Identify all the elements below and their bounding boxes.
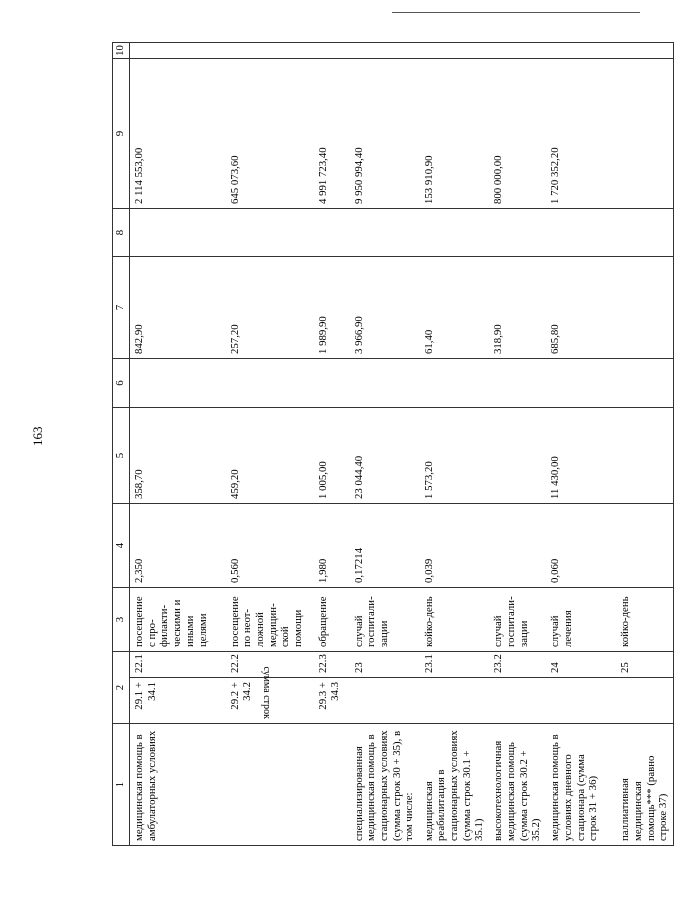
table-body bbox=[130, 43, 674, 846]
value-cell-c9: 9 950 994,40 bbox=[350, 59, 420, 209]
value-cell-c4: 0,17214 bbox=[350, 504, 420, 588]
value-cell-c4: 0,039 bbox=[420, 504, 490, 588]
value-cell-c10 bbox=[420, 43, 490, 59]
data-table bbox=[112, 42, 674, 846]
value-cell-c8 bbox=[130, 209, 226, 257]
value-cell-c10 bbox=[314, 43, 350, 59]
value-cell-c8 bbox=[226, 209, 314, 257]
value-cell-c7: 842,90 bbox=[130, 257, 226, 359]
value-cell-c7: 257,20 bbox=[226, 257, 314, 359]
value-cell-c5: 459,20 bbox=[226, 408, 314, 504]
value-cell-c8 bbox=[616, 209, 673, 257]
row-unit-cell: посещение с про-филакти-ческими и иными целями bbox=[130, 588, 226, 652]
top-rule bbox=[392, 12, 640, 13]
header-cell: 2 bbox=[113, 652, 130, 724]
row-line-number: 23 bbox=[350, 652, 420, 678]
value-cell-c9: 4 991 723,40 bbox=[314, 59, 350, 209]
row-name-cell: медицинская помощь в условиях дневного стационара (сумма строк 31 + 36) bbox=[546, 724, 616, 846]
value-cell-c5: 1 573,20 bbox=[420, 408, 490, 504]
row-formula-cell bbox=[226, 666, 314, 724]
row-formula-cell bbox=[130, 678, 226, 724]
value-cell-c4 bbox=[616, 504, 673, 588]
row-formula-cell bbox=[420, 678, 490, 724]
row-unit-cell: койко-день bbox=[420, 588, 490, 652]
row-unit-cell: посещение по неот-ложной медицин-ской помощи bbox=[226, 588, 314, 652]
value-cell-c7: 3 966,90 bbox=[350, 257, 420, 359]
value-cell-c9: 645 073,60 bbox=[226, 59, 314, 209]
page-number: 163 bbox=[30, 426, 45, 446]
row-line-number: 22.1 bbox=[130, 652, 226, 678]
value-cell-c8 bbox=[546, 209, 616, 257]
value-cell-c7 bbox=[616, 257, 673, 359]
value-cell-c8 bbox=[350, 209, 420, 257]
row-line-number: 22.2 bbox=[226, 652, 314, 678]
header-cell: 10 bbox=[113, 43, 130, 59]
row-name-cell: медицинская помощь в амбулаторных условиях bbox=[130, 724, 226, 846]
value-cell-c4: 0,560 bbox=[226, 504, 314, 588]
table-row bbox=[314, 43, 350, 846]
row-name-cell: паллиативная медицинская помощь*** (равно строке 37) bbox=[616, 724, 673, 846]
value-cell-c5: 358,70 bbox=[130, 408, 226, 504]
header-cell: 4 bbox=[113, 504, 130, 588]
table-row bbox=[420, 43, 490, 846]
row-formula-cell bbox=[350, 678, 420, 724]
table-row bbox=[130, 43, 226, 846]
header-cell: 6 bbox=[113, 359, 130, 408]
header-cell: 9 bbox=[113, 59, 130, 209]
row-line-number: 23.1 bbox=[420, 652, 490, 678]
header-cell: 7 bbox=[113, 257, 130, 359]
header-cell: 3 bbox=[113, 588, 130, 652]
value-cell-c10 bbox=[226, 43, 314, 59]
value-cell-c6 bbox=[616, 359, 673, 408]
value-cell-c9: 800 000,00 bbox=[489, 59, 546, 209]
row-line-number: 25 bbox=[616, 652, 673, 678]
row-formula-cell bbox=[489, 678, 546, 724]
table-row bbox=[350, 43, 420, 846]
value-cell-c10 bbox=[616, 43, 673, 59]
value-cell-c5: 11 430,00 bbox=[546, 408, 616, 504]
formula-group-note: сумма строк bbox=[260, 666, 272, 719]
value-cell-c6 bbox=[350, 359, 420, 408]
value-cell-c6 bbox=[314, 359, 350, 408]
value-cell-c9 bbox=[616, 59, 673, 209]
header-cell: 8 bbox=[113, 209, 130, 257]
table-row bbox=[616, 43, 673, 846]
value-cell-c5: 1 005,00 bbox=[314, 408, 350, 504]
row-formula: 29.3 + 34.3 bbox=[316, 682, 342, 710]
header-cell: 1 bbox=[113, 724, 130, 846]
value-cell-c8 bbox=[489, 209, 546, 257]
value-cell-c7: 318,90 bbox=[489, 257, 546, 359]
rotated-table-wrapper bbox=[112, 42, 670, 846]
table-row bbox=[226, 43, 314, 846]
value-cell-c6 bbox=[489, 359, 546, 408]
value-cell-c4: 0,060 bbox=[546, 504, 616, 588]
value-cell-c4 bbox=[489, 504, 546, 588]
value-cell-c6 bbox=[130, 359, 226, 408]
row-unit-cell: обращение bbox=[314, 588, 350, 652]
value-cell-c10 bbox=[489, 43, 546, 59]
row-name-cell bbox=[314, 724, 350, 846]
row-line-number: 24 bbox=[546, 652, 616, 678]
value-cell-c6 bbox=[226, 359, 314, 408]
value-cell-c5: 23 044,40 bbox=[350, 408, 420, 504]
value-cell-c7: 685,80 bbox=[546, 257, 616, 359]
value-cell-c8 bbox=[420, 209, 490, 257]
value-cell-c5 bbox=[616, 408, 673, 504]
row-name-cell: высокотехнологичная медицинская помощь (сумма строк 30.2 + 35.2) bbox=[489, 724, 546, 846]
row-formula-cell bbox=[546, 678, 616, 724]
row-line-number: 23.2 bbox=[489, 652, 546, 678]
header-row bbox=[113, 43, 130, 846]
value-cell-c10 bbox=[130, 43, 226, 59]
table-row bbox=[546, 43, 616, 846]
row-unit-cell: случай госпитали-зации bbox=[350, 588, 420, 652]
value-cell-c4: 2,350 bbox=[130, 504, 226, 588]
value-cell-c6 bbox=[420, 359, 490, 408]
row-formula-cell bbox=[616, 678, 673, 724]
value-cell-c8 bbox=[314, 209, 350, 257]
value-cell-c10 bbox=[350, 43, 420, 59]
value-cell-c7: 1 989,90 bbox=[314, 257, 350, 359]
row-unit-cell: койко-день bbox=[616, 588, 673, 652]
row-line-number: 22.3 bbox=[314, 652, 350, 678]
row-formula: 29.2 + 34.2 bbox=[228, 682, 254, 710]
row-formula: 29.1 + 34.1 bbox=[133, 682, 158, 710]
value-cell-c9: 2 114 553,00 bbox=[130, 59, 226, 209]
row-name-cell bbox=[226, 724, 314, 846]
value-cell-c4: 1,980 bbox=[314, 504, 350, 588]
value-cell-c9: 153 910,90 bbox=[420, 59, 490, 209]
row-unit-cell: случай госпитали-зации bbox=[489, 588, 546, 652]
value-cell-c6 bbox=[546, 359, 616, 408]
value-cell-c5 bbox=[489, 408, 546, 504]
value-cell-c10 bbox=[546, 43, 616, 59]
row-name-cell: медицинская реабилитация в стационарных условиях (сумма строк 30.1 + 35.1) bbox=[420, 724, 490, 846]
table-row bbox=[489, 43, 546, 846]
value-cell-c7: 61,40 bbox=[420, 257, 490, 359]
row-formula-cell bbox=[314, 678, 350, 724]
header-cell: 5 bbox=[113, 408, 130, 504]
row-name-cell: специализированная медицинская помощь в стационарных условиях (сумма строк 30 + 35), в том числе: bbox=[350, 724, 420, 846]
value-cell-c9: 1 720 352,20 bbox=[546, 59, 616, 209]
row-unit-cell: случай лечения bbox=[546, 588, 616, 652]
